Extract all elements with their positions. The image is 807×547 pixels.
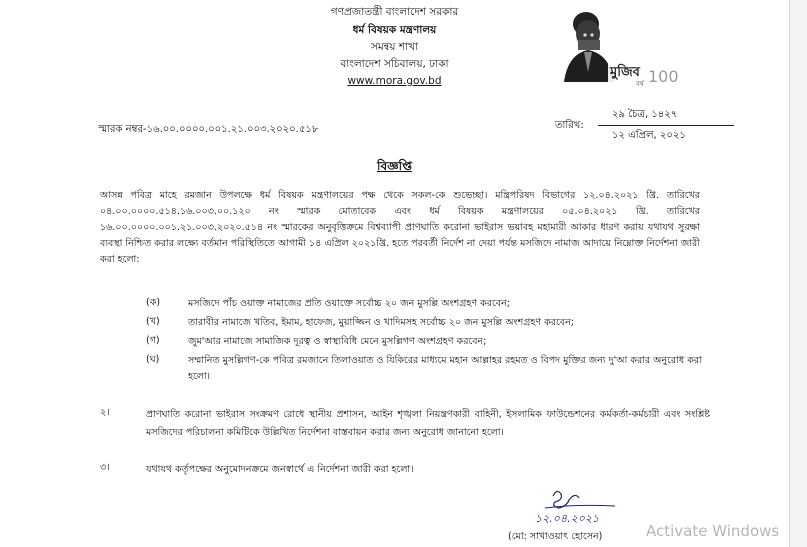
list-item-text: জুম'আর নামাজে সামাজিক দূরত্ব ও স্বাস্থ্যবিধি মেনে মুসল্লিগণ অংশগ্রহণ করবেন;	[188, 336, 487, 347]
list-item-text: সম্মানিত মুসল্লিগণ-কে পবিত্র রমজানে তিলাওয়াত ও যিকিরের মাধ্যমে মহান আল্লাহর রহমত ও বিপদ মুক্তির জন্য দু'আ করার অনুরোধ করা হলো।	[188, 355, 702, 382]
list-item-number: (খ)	[146, 316, 160, 327]
date-english: ১২ এপ্রিল, ২০২১	[612, 130, 686, 141]
signature-icon	[505, 486, 665, 526]
logo-subtext: বর্ষ	[636, 80, 644, 88]
section-name: সমন্বয় শাখা	[370, 41, 419, 53]
intro-paragraph: আসন্ন পবিত্র মাহে রমজান উপলক্ষে ধর্ম বিষয়ক মন্ত্রণালয়ের পক্ষ থেকে সকল-কে শুভেচ্ছা। মন্ত্রিপরিষদ বিভাগের ১২.০৪.২০২১ খ্রি. তারিখের ০৪.০০.০০০০.৫১৪.১৬.০০৩.০০.১২০ নং স্মারক মোতাবেক এবং ধর্ম বিষয়ক মন্ত্রণালয়ের ০৫.০৪.২০২১ খ্রি. তারিখের ১৬.০০.০০০০.০০১.২১.০০৩.২০২০.৫১৪ নং স্মারকের অনুবৃত্তিক্রমে বিশ্বব্যাপী প্রাণঘাতি করোনা ভাইরাস ভয়াবহ মহামারী আকার ধারণ করায় যথাযথ সুরক্ষা ব্যবস্থা নিশ্চিত করার লক্ষ্যে বর্তমান পরিস্থিতিতে আগামী ১৪ এপ্রিল ২০২১খ্রি. হতে পরবর্তী নির্দেশ না দেয়া পর্যন্ত মসজিদে নামাজ আদায়ে নিম্নোক্ত নির্দেশনা জারী করা হলো:	[100, 190, 700, 265]
signature-date: ১২.০৪.২০২১	[535, 512, 600, 525]
logo-number: 100	[648, 67, 678, 86]
list-item-text: তারাবীর নামাজে খতিব, ইমাম, হাফেজ, মুয়াজ্জিন ও খাদিমসহ সর্বোচ্চ ২০ জন মুসল্লি অংশগ্রহণ করবেন;	[188, 317, 574, 328]
mujib-centenary-logo-icon	[548, 2, 678, 92]
date-bangla: ২৯ চৈত্র, ১৪২৭	[612, 109, 678, 120]
list-item-text: মসজিদে পাঁচ ওয়াক্ত নামাজের প্রতি ওয়াক্তে সর্বোচ্চ ২০ জন মুসল্লি অংশগ্রহণ করবেন;	[188, 298, 510, 309]
paragraph-text: প্রাণঘাতি করোনা ভাইরাস সংক্রমণ রোধে স্থানীয় প্রশাসন, আইন শৃঙ্খলা নিয়ন্ত্রণকারী বাহিনী, ইসলামিক ফাউন্ডেশনের কর্মকর্তা-কর্মচারী এবং সংশ্লিষ্ট মসজিদের পরিচালনা কমিটিকে উল্লিখিত নির্দেশনা বাস্তবায়ন করার জন্য অনুরোধ জানানো হলো।	[146, 409, 710, 438]
date-divider	[598, 125, 734, 126]
paragraph-text: যথাযথ কর্তৃপক্ষের অনুমোদনক্রমে জনস্বার্থে এ নির্দেশনা জারী করা হলো।	[146, 464, 414, 475]
office-address: বাংলাদেশ সচিবালয়, ঢাকা	[340, 58, 449, 70]
website-link[interactable]: www.mora.gov.bd	[347, 75, 442, 87]
list-item-number: (ক)	[146, 297, 161, 308]
activate-windows-watermark: Activate Windows	[646, 522, 780, 540]
ministry-name: ধর্ম বিষয়ক মন্ত্রণালয়	[352, 24, 437, 36]
signatory-name: (মো: সাখাওয়াৎ হোসেন)	[508, 531, 603, 542]
page-scrollbar[interactable]	[789, 0, 807, 547]
paragraph-number: ৩।	[100, 462, 110, 473]
list-item-number: (গ)	[146, 335, 160, 346]
paragraph-number: ২।	[100, 407, 110, 418]
reference-number: স্মারক নম্বর-১৬.০০.০০০০.০০১.২১.০০৩.২০২০.৫১৮	[98, 124, 319, 135]
date-label: তারিখ:	[555, 120, 584, 131]
list-item-number: (ঘ)	[146, 354, 160, 365]
date-block	[598, 106, 734, 143]
notice-title	[0, 158, 789, 178]
government-heading: গণপ্রজাতন্ত্রী বাংলাদেশ সরকার	[330, 6, 459, 18]
logo-text: মুজিব	[610, 65, 640, 80]
notice-title-text: বিজ্ঞপ্তি	[377, 159, 412, 173]
